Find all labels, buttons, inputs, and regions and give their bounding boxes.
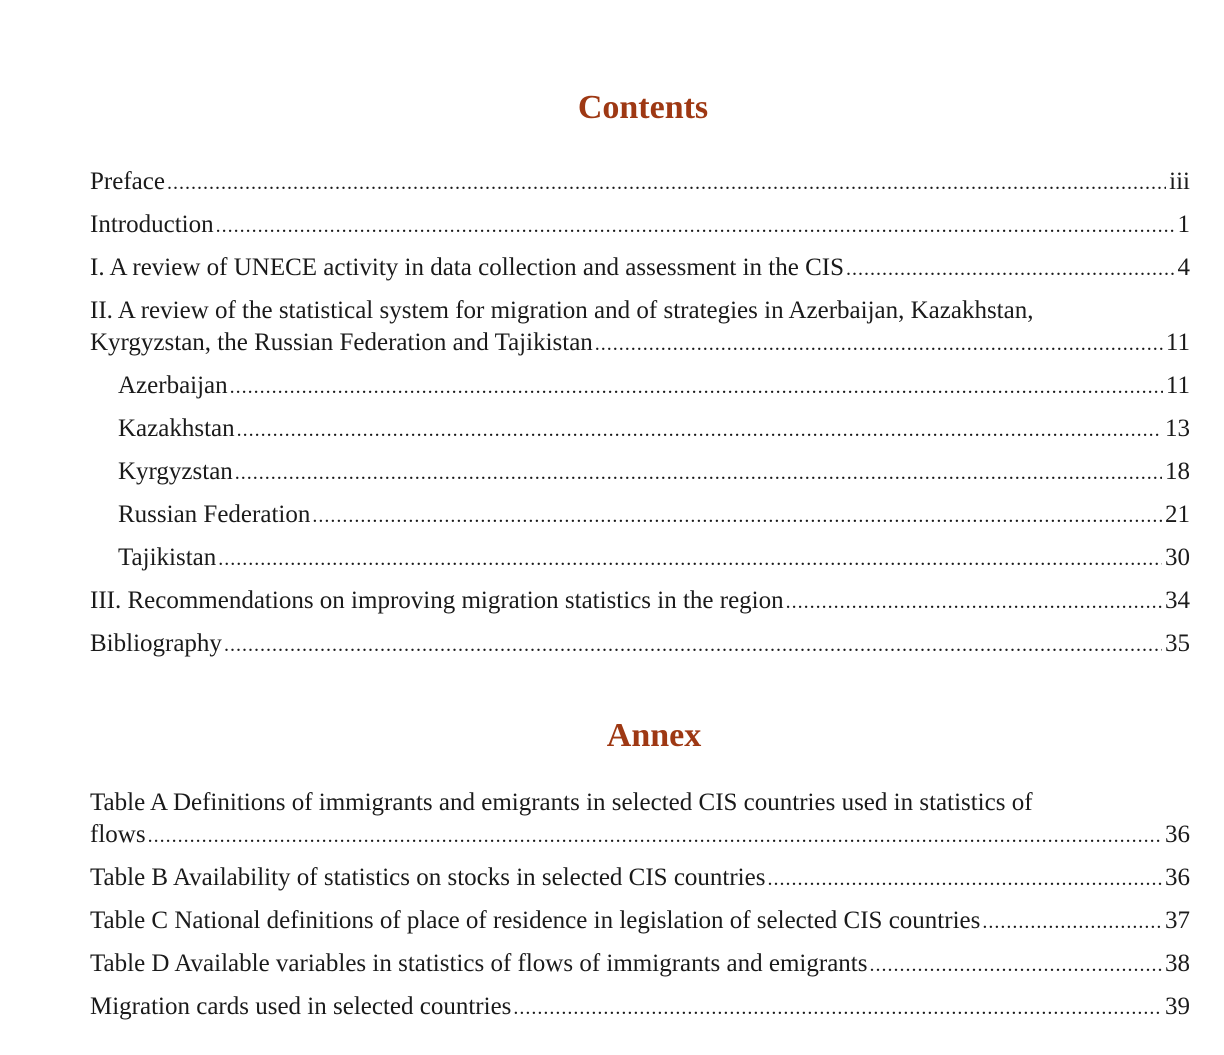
- toc-entry-title: Preface: [90, 168, 165, 195]
- annex-heading: Annex: [606, 717, 702, 754]
- dot-leader: [869, 949, 1162, 981]
- annex-entry-page: 39: [1165, 993, 1190, 1020]
- toc-entry-title: Kyrgyzstan: [118, 458, 233, 485]
- toc-entry-page: 21: [1165, 501, 1190, 528]
- annex-entry-page: 36: [1165, 864, 1190, 891]
- dot-leader: [230, 371, 1163, 403]
- toc-entry-preface[interactable]: [90, 166, 1190, 198]
- toc-entry-tajikistan[interactable]: [90, 542, 1190, 574]
- toc-entry-kyrgyzstan[interactable]: [90, 456, 1190, 488]
- annex-entry-table-d[interactable]: [90, 948, 1190, 980]
- toc-entry-russian-federation[interactable]: [90, 499, 1190, 531]
- toc-entry-chapter-2[interactable]: [90, 327, 1190, 359]
- toc-entry-title: Kazakhstan: [118, 415, 235, 442]
- annex-entry-page: 37: [1165, 907, 1190, 934]
- contents-heading: Contents: [577, 89, 709, 126]
- annex-entry-title: Migration cards used in selected countries: [90, 993, 512, 1020]
- annex-entry-title: Table C National definitions of place of residence in legislation of selected CIS countries: [90, 907, 981, 934]
- toc-entry-chapter-2-line1[interactable]: II. A review of the statistical system for migration and of strategies in Azerbaijan, Kazakhstan,: [90, 297, 1034, 324]
- toc-entry-chapter-3[interactable]: [90, 585, 1190, 617]
- toc-entry-chapter-1[interactable]: [90, 252, 1190, 284]
- dot-leader: [218, 543, 1162, 575]
- toc-entry-title: Bibliography: [90, 630, 222, 657]
- toc-entry-page: 11: [1165, 372, 1190, 399]
- annex-entry-title: flows: [90, 821, 146, 848]
- toc-entry-page: 35: [1165, 630, 1190, 657]
- dot-leader: [224, 629, 1162, 661]
- toc-entry-page: 34: [1165, 587, 1190, 614]
- dot-leader: [216, 210, 1175, 242]
- toc-entry-title: Tajikistan: [118, 544, 217, 571]
- annex-entry-title: Table B Availability of statistics on stocks in selected CIS countries: [90, 864, 766, 891]
- dot-leader: [513, 992, 1162, 1024]
- toc-entry-page: 1: [1177, 211, 1190, 238]
- toc-entry-title: Kyrgyzstan, the Russian Federation and Tajikistan: [90, 329, 593, 356]
- dot-leader: [167, 167, 1166, 199]
- annex-entry-table-a-line1[interactable]: Table A Definitions of immigrants and emigrants in selected CIS countries used in statistics of: [90, 789, 1033, 816]
- dot-leader: [312, 500, 1162, 532]
- annex-entry-title: Table D Available variables in statistics of flows of immigrants and emigrants: [90, 950, 868, 977]
- toc-entry-bibliography[interactable]: [90, 628, 1190, 660]
- toc-entry-kazakhstan[interactable]: [90, 413, 1190, 445]
- toc-entry-introduction[interactable]: [90, 209, 1190, 241]
- annex-entry-table-c[interactable]: [90, 905, 1190, 937]
- toc-entry-page: 13: [1165, 415, 1190, 442]
- toc-entry-page: 4: [1177, 254, 1190, 281]
- annex-entry-table-b[interactable]: [90, 862, 1190, 894]
- annex-entry-migration-cards[interactable]: [90, 991, 1190, 1023]
- toc-entry-page: 18: [1165, 458, 1190, 485]
- toc-entry-title: Introduction: [90, 211, 214, 238]
- toc-entry-title: III. Recommendations on improving migration statistics in the region: [90, 587, 784, 614]
- dot-leader: [235, 457, 1162, 489]
- toc-entry-title: Azerbaijan: [118, 372, 228, 399]
- dot-leader: [148, 820, 1162, 852]
- dot-leader: [237, 414, 1162, 446]
- toc-entry-page: iii: [1169, 168, 1190, 195]
- toc-entry-page: 11: [1165, 329, 1190, 356]
- toc-entry-title: Russian Federation: [118, 501, 311, 528]
- dot-leader: [846, 253, 1174, 285]
- toc-entry-page: 30: [1165, 544, 1190, 571]
- dot-leader: [982, 906, 1162, 938]
- dot-leader: [595, 328, 1163, 360]
- toc-entry-azerbaijan[interactable]: [90, 370, 1190, 402]
- annex-entry-page: 38: [1165, 950, 1190, 977]
- dot-leader: [767, 863, 1162, 895]
- toc-entry-title: I. A review of UNECE activity in data collection and assessment in the CIS: [90, 254, 845, 281]
- dot-leader: [786, 586, 1162, 618]
- annex-entry-page: 36: [1165, 821, 1190, 848]
- annex-entry-table-a[interactable]: [90, 819, 1190, 851]
